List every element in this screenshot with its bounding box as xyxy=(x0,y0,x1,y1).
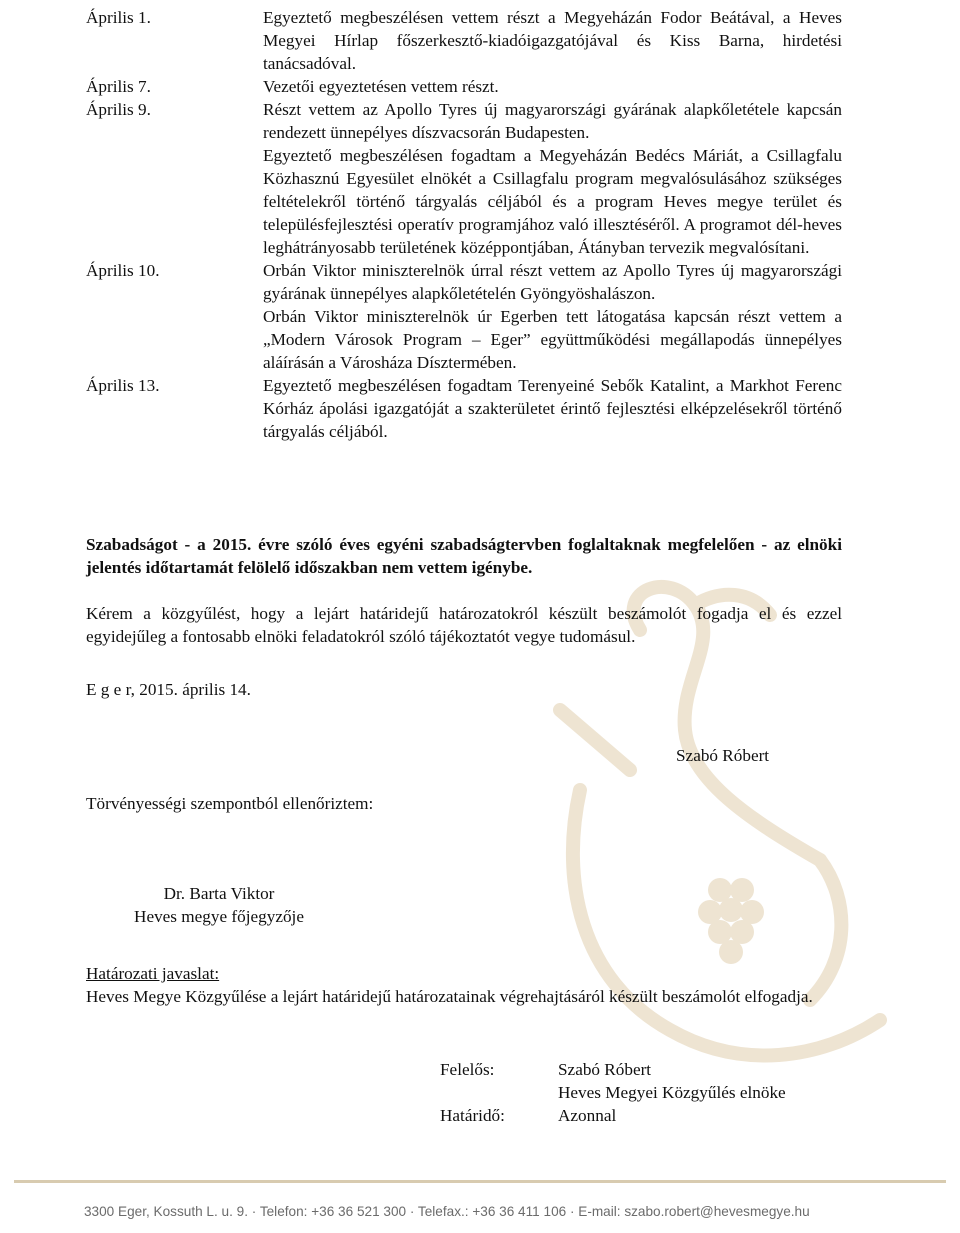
log-entry xyxy=(86,6,842,75)
entry-paragraphs xyxy=(263,75,842,98)
footer-contact: 3300 Eger, Kossuth L. u. 9. · Telefon: +36 36 521 300 · Telefax.: +36 36 411 106 · E-mail: szabo.robert@hevesmegye.hu xyxy=(84,1204,810,1219)
leave-note: Szabadságot - a 2015. évre szóló éves egyéni szabadságtervben foglaltaknak megfelelően - az elnöki jelentés időtartamát felölelő időszakban nem vettem igénybe. xyxy=(86,535,842,577)
signatory-name: Szabó Róbert xyxy=(676,746,770,765)
place-date: E g e r, 2015. április 14. xyxy=(86,680,251,699)
entry-paragraph: Egyeztető megbeszélésen vettem részt a Megyeházán Fodor Beátával, a Heves Megyei Hírlap főszerkesztő-kiadóigazgatójával és Kiss Barna, hirdetési tanácsadóval. xyxy=(263,8,842,73)
resolution-heading: Határozati javaslat: xyxy=(86,964,220,983)
entry-paragraph: Orbán Viktor miniszterelnök úr Egerben tett látogatása kapcsán részt vettem a „Modern Városok Program – Eger” együttműködési megállapodás ünnepélyes aláírásán a Városháza Dísztermében. xyxy=(263,307,842,372)
entry-date: Április 13. xyxy=(86,376,160,395)
responsible-name: Szabó Róbert xyxy=(558,1060,652,1079)
log-entry xyxy=(86,374,842,443)
notary-title: Heves megye főjegyzője xyxy=(134,907,304,926)
deadline-label: Határidő: xyxy=(440,1106,505,1125)
activity-log xyxy=(86,6,842,443)
log-entry xyxy=(86,259,842,374)
log-entry xyxy=(86,75,842,98)
responsible-label: Felelős: xyxy=(440,1060,495,1079)
entry-paragraph: Egyeztető megbeszélésen fogadtam Terenyeiné Sebők Katalint, a Markhot Ferenc Kórház ápolási igazgatóját a szakterületet érintő fejlesztési elképzelésekről történő tárgyalás céljából. xyxy=(263,376,842,441)
footer-divider xyxy=(14,1180,946,1183)
entry-date: Április 1. xyxy=(86,8,151,27)
notary-block xyxy=(86,882,352,928)
entry-paragraph: Vezetői egyeztetésen vettem részt. xyxy=(263,77,499,96)
log-entry xyxy=(86,98,842,259)
entry-paragraph: Orbán Viktor miniszterelnök úrral részt vettem az Apollo Tyres új magyarországi gyárának ünnepélyes alapkőletételén Gyöngyöshalászon. xyxy=(263,261,842,303)
entry-paragraphs xyxy=(263,98,842,259)
responsible-title: Heves Megyei Közgyűlés elnöke xyxy=(558,1083,786,1102)
entry-date: Április 7. xyxy=(86,77,151,96)
notary-name: Dr. Barta Viktor xyxy=(163,884,275,903)
entry-date: Április 9. xyxy=(86,100,151,119)
entry-paragraphs xyxy=(263,259,842,374)
entry-paragraphs xyxy=(263,374,842,443)
entry-paragraph: Részt vettem az Apollo Tyres új magyarországi gyárának alapkőletétele kapcsán rendezett ünnepélyes díszvacsorán Budapesten. xyxy=(263,100,842,142)
deadline-value: Azonnal xyxy=(558,1106,617,1125)
entry-paragraph: Egyeztető megbeszélésen fogadtam a Megyeházán Bedécs Máriát, a Csillagfalu Közhasznú Egyesület elnökét a Csillagfalu program megvalósulásához szükséges feltételekről történő tárgyalás céljából és a program Heves megye terület és településfejlesztési operatív programjához való illesztéséről. A programot dél-heves leghátrányosabb területének középpontjában, Átányban tervezik megvalósítani. xyxy=(263,146,842,257)
entry-date: Április 10. xyxy=(86,261,160,280)
resolution-text: Heves Megye Közgyűlése a lejárt határidejű határozatainak végrehajtásáról készült beszámolót elfogadja. xyxy=(86,987,813,1006)
request-paragraph: Kérem a közgyűlést, hogy a lejárt határidejű határozatokról készült beszámolót fogadja el és ezzel egyidejűleg a fontosabb elnöki feladatokról szóló tájékoztatót vegye tudomásul. xyxy=(86,604,842,646)
entry-paragraphs xyxy=(263,6,842,75)
legal-check-label: Törvényességi szempontból ellenőriztem: xyxy=(86,794,374,813)
